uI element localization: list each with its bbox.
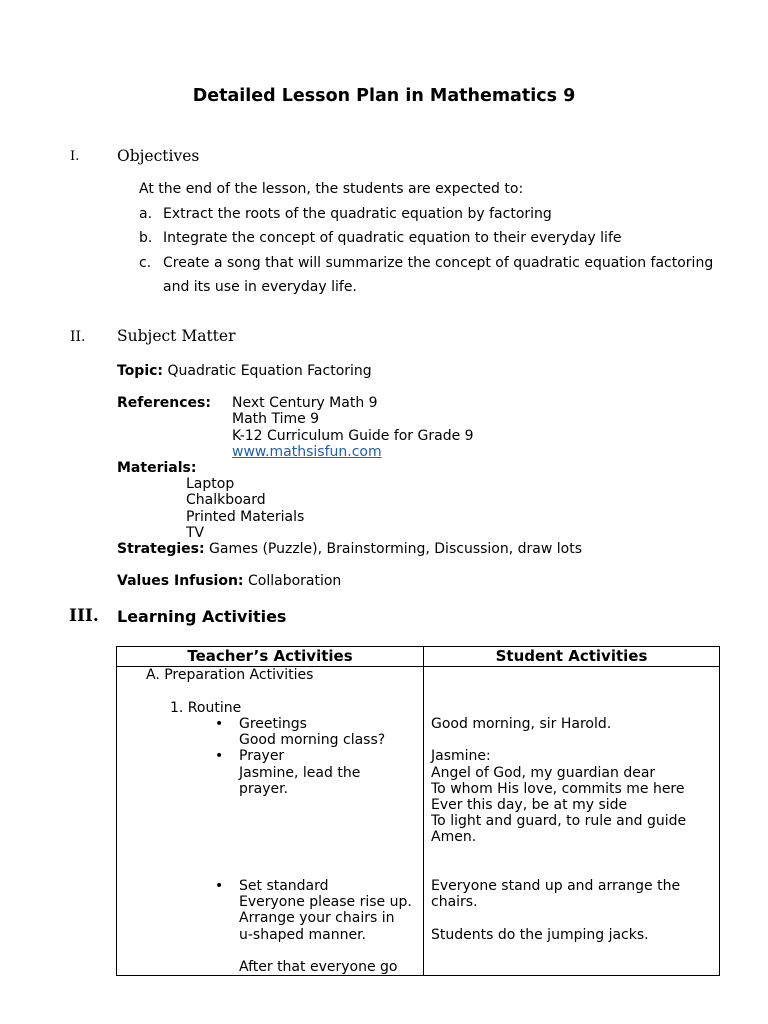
topic-row xyxy=(117,363,372,379)
learning-activities-numeral: III. xyxy=(69,606,99,626)
objective-b-text: Integrate the concept of quadratic equation to their everyday life xyxy=(163,230,622,246)
bullet: • xyxy=(215,748,224,764)
values-label: Values Infusion: xyxy=(117,573,244,589)
prayer-text: Jasmine, lead the xyxy=(239,765,361,781)
material-item: Laptop xyxy=(186,476,235,492)
stand-up-text: chairs. xyxy=(431,894,478,910)
subject-matter-heading: Subject Matter xyxy=(117,327,236,345)
prayer-text: prayer. xyxy=(239,781,289,797)
prayer-item: Prayer xyxy=(239,748,285,764)
prayer-line: Angel of God, my guardian dear xyxy=(431,765,656,781)
prayer-line: To whom His love, commits me here xyxy=(431,781,685,797)
reference-item: Next Century Math 9 xyxy=(232,395,378,411)
reference-link[interactable]: www.mathsisfun.com xyxy=(232,444,382,460)
reference-item: K-12 Curriculum Guide for Grade 9 xyxy=(232,428,474,444)
objective-a-marker: a. xyxy=(139,206,153,222)
set-standard-text: Everyone please rise up. xyxy=(239,894,412,910)
set-standard-text: u-shaped manner. xyxy=(239,927,367,943)
objective-c-continuation: and its use in everyday life. xyxy=(163,279,357,295)
topic-label: Topic: xyxy=(117,363,164,379)
student-activities-header: Student Activities xyxy=(424,647,720,667)
jumping-jacks-text: Students do the jumping jacks. xyxy=(431,927,649,943)
student-activities-cell xyxy=(424,667,720,976)
material-item: Printed Materials xyxy=(186,509,305,525)
prayer-line: Amen. xyxy=(431,829,477,845)
bullet: • xyxy=(215,716,224,732)
objective-b-marker: b. xyxy=(139,230,153,246)
prayer-line: Ever this day, be at my side xyxy=(431,797,628,813)
values-value: Collaboration xyxy=(248,573,342,589)
after-text: After that everyone go xyxy=(239,959,398,975)
objective-c-text: Create a song that will summarize the concept of quadratic equation factoring xyxy=(163,255,714,271)
material-item: TV xyxy=(186,525,205,541)
set-standard-text: Arrange your chairs in xyxy=(239,910,395,926)
table-row xyxy=(117,667,720,976)
greeting-reply: Good morning, sir Harold. xyxy=(431,716,612,732)
stand-up-text: Everyone stand up and arrange the xyxy=(431,878,681,894)
topic-value: Quadratic Equation Factoring xyxy=(167,363,372,379)
jasmine-label: Jasmine: xyxy=(431,748,491,764)
objectives-heading: Objectives xyxy=(117,147,200,165)
strategies-label: Strategies: xyxy=(117,541,205,557)
values-row xyxy=(117,573,341,589)
routine-heading: 1. Routine xyxy=(170,700,242,716)
materials-label: Materials: xyxy=(117,460,197,476)
document-title: Detailed Lesson Plan in Mathematics 9 xyxy=(192,86,576,106)
greetings-item: Greetings xyxy=(239,716,307,732)
prayer-line: To light and guard, to rule and guide xyxy=(431,813,687,829)
teacher-activities-header: Teacher’s Activities xyxy=(117,647,424,667)
table-header-row xyxy=(117,647,720,667)
teacher-activities-cell xyxy=(117,667,424,976)
activities-table xyxy=(116,646,720,976)
set-standard-item: Set standard xyxy=(239,878,329,894)
strategies-value: Games (Puzzle), Brainstorming, Discussion, draw lots xyxy=(209,541,582,557)
objectives-intro: At the end of the lesson, the students are expected to: xyxy=(139,181,524,197)
references-label: References: xyxy=(117,395,211,411)
objective-c-marker: c. xyxy=(139,255,152,271)
bullet: • xyxy=(215,878,224,894)
learning-activities-heading: Learning Activities xyxy=(117,607,287,626)
preparation-activities-heading: A. Preparation Activities xyxy=(146,667,314,683)
objectives-numeral: I. xyxy=(70,149,80,164)
objective-a-text: Extract the roots of the quadratic equation by factoring xyxy=(163,206,552,222)
reference-item: Math Time 9 xyxy=(232,411,320,427)
material-item: Chalkboard xyxy=(186,492,266,508)
strategies-row xyxy=(117,541,582,557)
subject-matter-numeral: II. xyxy=(70,329,86,345)
greetings-text: Good morning class? xyxy=(239,732,386,748)
